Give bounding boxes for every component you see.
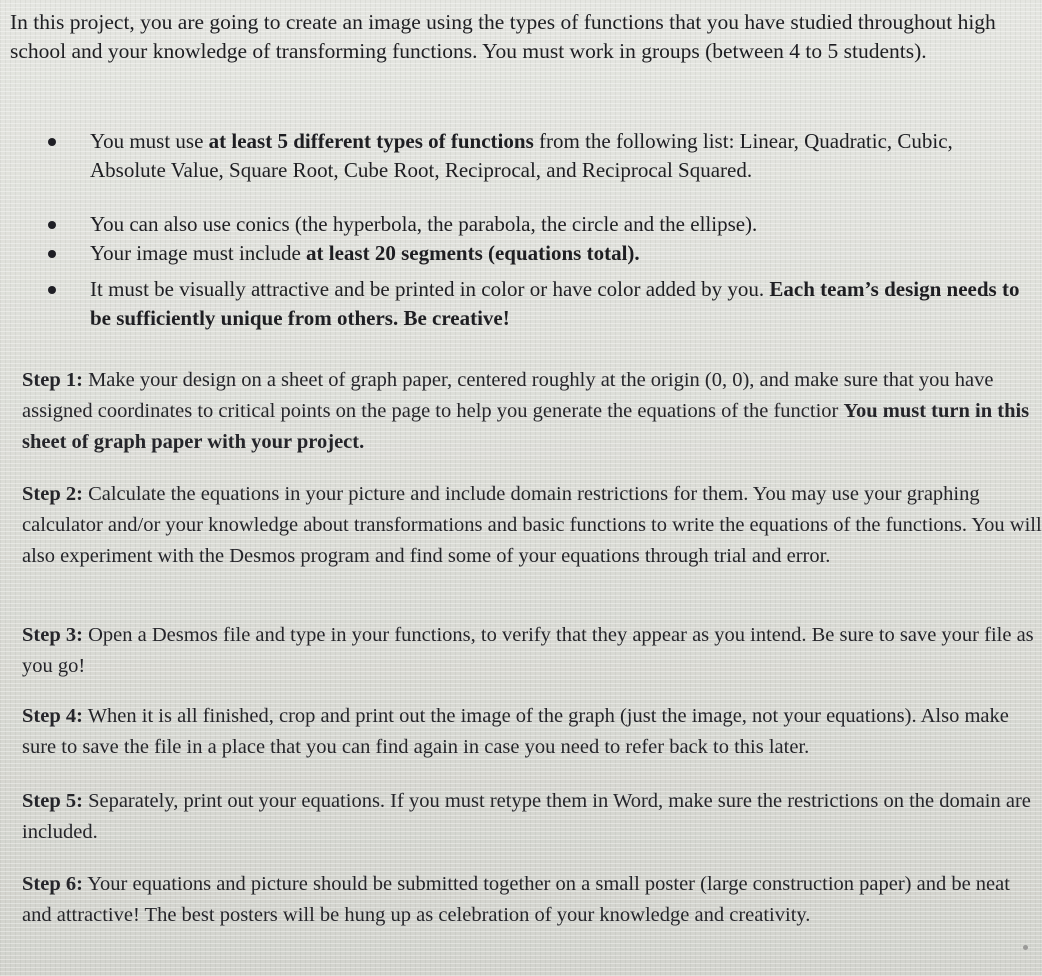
step-3 [22, 620, 1042, 682]
bullet-icon [48, 221, 56, 229]
step-text: When it is all finished, crop and print out the image of the graph (just the image, not your equations). Also make sure to save the file in a place that you can find again in case you need to refer back to this later. [22, 705, 1009, 758]
step-bold-text: You must turn in this sheet of graph paper with your project. [22, 400, 1030, 453]
list-item-text: It must be visually attractive and be printed in color or have color added by you. [90, 277, 770, 301]
step-label: Step 1: [22, 369, 83, 391]
step-text: Separately, print out your equations. If you must retype them in Word, make sure the restrictions on the domain are included. [22, 790, 1031, 843]
step-1 [22, 365, 1042, 458]
step-label: Step 2: [22, 483, 83, 505]
step-label: Step 6: [22, 873, 83, 895]
step-label: Step 5: [22, 790, 83, 812]
paper-smudge [1023, 945, 1028, 950]
list-item [90, 239, 1020, 268]
list-item [90, 127, 1020, 185]
list-item-bold: at least 5 different types of functions [208, 129, 534, 153]
list-item-text: You can also use conics (the hyperbola, the parabola, the circle and the ellipse). [90, 212, 758, 236]
step-label: Step 3: [22, 624, 83, 646]
step-label: Step 4: [22, 705, 83, 727]
step-text: Your equations and picture should be submitted together on a small poster (large construction paper) and be neat and attractive! The best posters will be hung up as celebration of your knowledge and creativity. [22, 873, 1010, 926]
bullet-icon [48, 250, 56, 258]
bullet-icon [48, 138, 56, 146]
step-2 [22, 479, 1042, 572]
list-item-bold: at least 20 segments (equations total). [306, 241, 640, 265]
step-4 [22, 701, 1042, 763]
list-item-text: Your image must include [90, 241, 307, 265]
step-text: Open a Desmos file and type in your functions, to verify that they appear as you intend. Be sure to save your file as you go! [22, 624, 1034, 677]
list-item-text: from the following list: Linear, Quadratic, Cubic, Absolute Value, Square Root, Cube Root, Reciprocal, and Reciprocal Squared. [90, 129, 953, 182]
intro-paragraph: In this project, you are going to create an image using the types of functions that you have studied throughout high school and your knowledge of transforming functions. You must work in groups (between 4 to 5 students). [10, 10, 996, 63]
step-text: Make your design on a sheet of graph paper, centered roughly at the origin (0, 0), and make sure that you have assigned coordinates to critical points on the page to help you generate the equations of the functior [22, 369, 994, 422]
step-6 [22, 869, 1042, 931]
step-text: Calculate the equations in your picture and include domain restrictions for them. You may use your graphing calculator and/or your knowledge about transformations and basic functions to write the equations of the functions. You will also experiment with the Desmos program and find some of your equations through trial and error. [22, 483, 1042, 567]
step-5 [22, 786, 1042, 848]
list-item [90, 275, 1020, 333]
list-item [90, 210, 1020, 239]
bullet-icon [48, 286, 56, 294]
list-item-bold: Each team’s design needs to be sufficiently unique from others. Be creative! [90, 277, 1020, 330]
list-item-text: You must use [90, 129, 209, 153]
